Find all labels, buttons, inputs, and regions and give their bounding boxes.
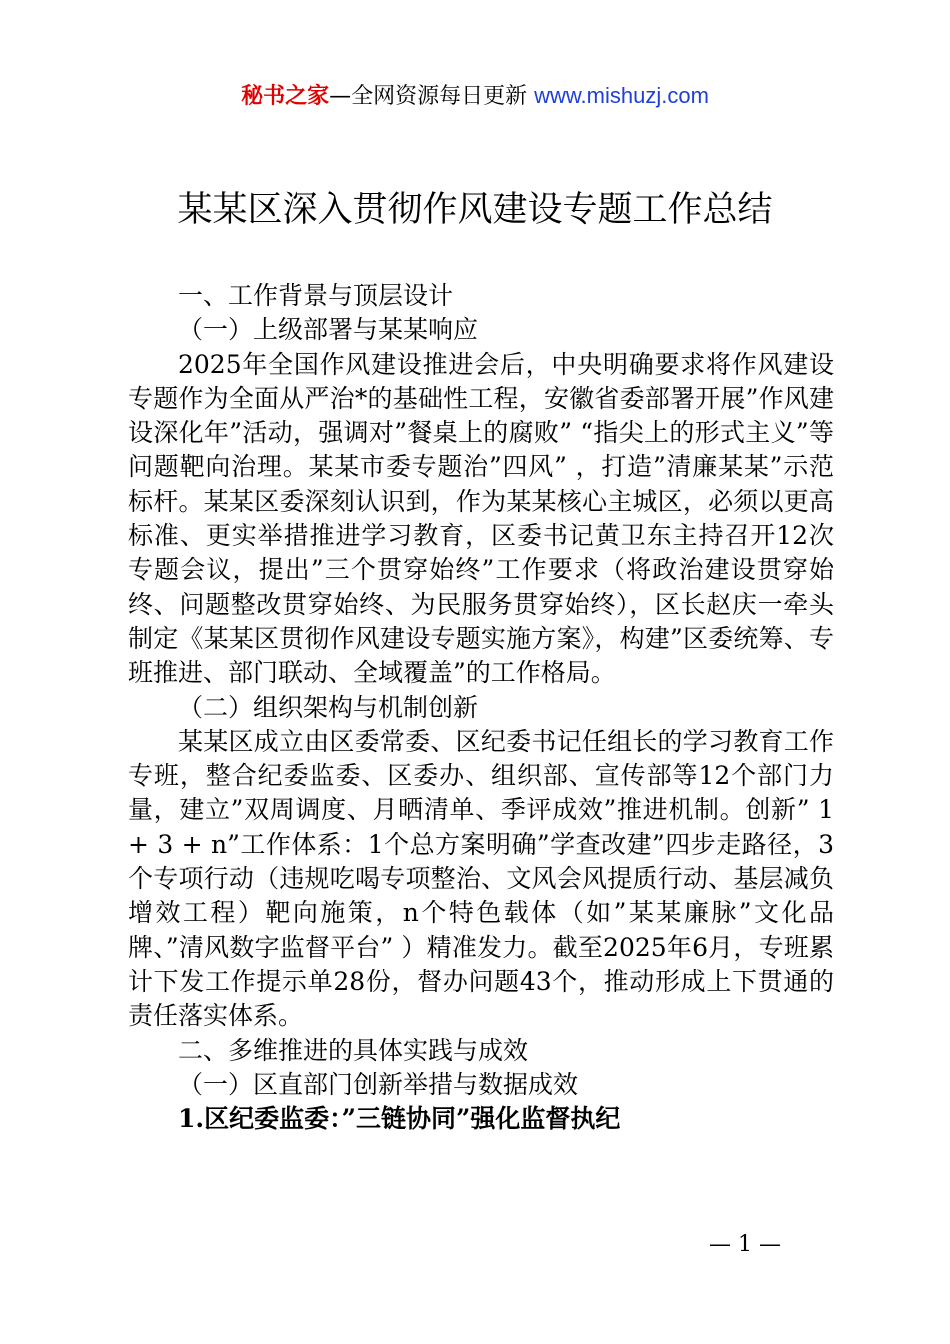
subsection-heading: （一）区直部门创新举措与数据成效 xyxy=(178,1069,579,1099)
header-slogan: —全网资源每日更新 xyxy=(329,84,535,109)
item-heading: 1.区纪委监委：”三链协同”强化监督执纪 xyxy=(178,1104,621,1134)
brand-name: 秘书之家 xyxy=(241,84,330,109)
document-body xyxy=(128,279,834,1136)
site-header xyxy=(0,80,950,113)
body-paragraph: 某某区成立由区委常委、区纪委书记任组长的学习教育工作专班，整合纪委监委、区委办、组织部、宣传部等12个部门力量，建立”双周调度、月晒清单、季评成效”推进机制。创新” 1 + 3 + n”工作体系：1个总方案明确”学查改建”四步走路径，3个专项行动（违规吃喝专项整治、文风会风提质行动、基层减负增效工程）靶向施策，n个特色载体（如”某某廉脉”文化品牌、”清风数字监督平台” ）精准发力。截至2025年6月，专班累计下发工作提示单28份，督办问题43个，推动形成上下贯通的责任落实体系。 xyxy=(128,726,834,1031)
subsection-heading: （一）上级部署与某某响应 xyxy=(178,315,479,345)
page-number: — 1 — xyxy=(709,1232,781,1257)
document-title: 某某区深入贯彻作风建设专题工作总结 xyxy=(177,190,773,230)
section-heading: 二、多维推进的具体实践与成效 xyxy=(178,1035,529,1065)
body-paragraph: 2025年全国作风建设推进会后，中央明确要求将作风建设专题作为全面从严治*的基础性工程，安徽省委部署开展”作风建设深化年”活动，强调对”餐桌上的腐败” “指尖上的形式主义”等问题靶向治理。某某市委专题治”四风” ，打造”清廉某某”示范标杆。某某区委深刻认识到，作为某某核心主城区，必须以更高标准、更实举措推进学习教育，区委书记黄卫东主持召开12次专题会议，提出”三个贯穿始终”工作要求（将政治建设贯穿始终、问题整改贯穿始终、为民服务贯穿始终），区长赵庆一牵头制定《某某区贯彻作风建设专题实施方案》，构建”区委统筹、专班推进、部门联动、全域覆盖”的工作格局。 xyxy=(128,349,834,688)
subsection-heading: （二）组织架构与机制创新 xyxy=(178,692,479,722)
section-heading: 一、工作背景与顶层设计 xyxy=(178,281,454,310)
site-url-link[interactable]: www.mishuzj.com xyxy=(534,83,709,108)
